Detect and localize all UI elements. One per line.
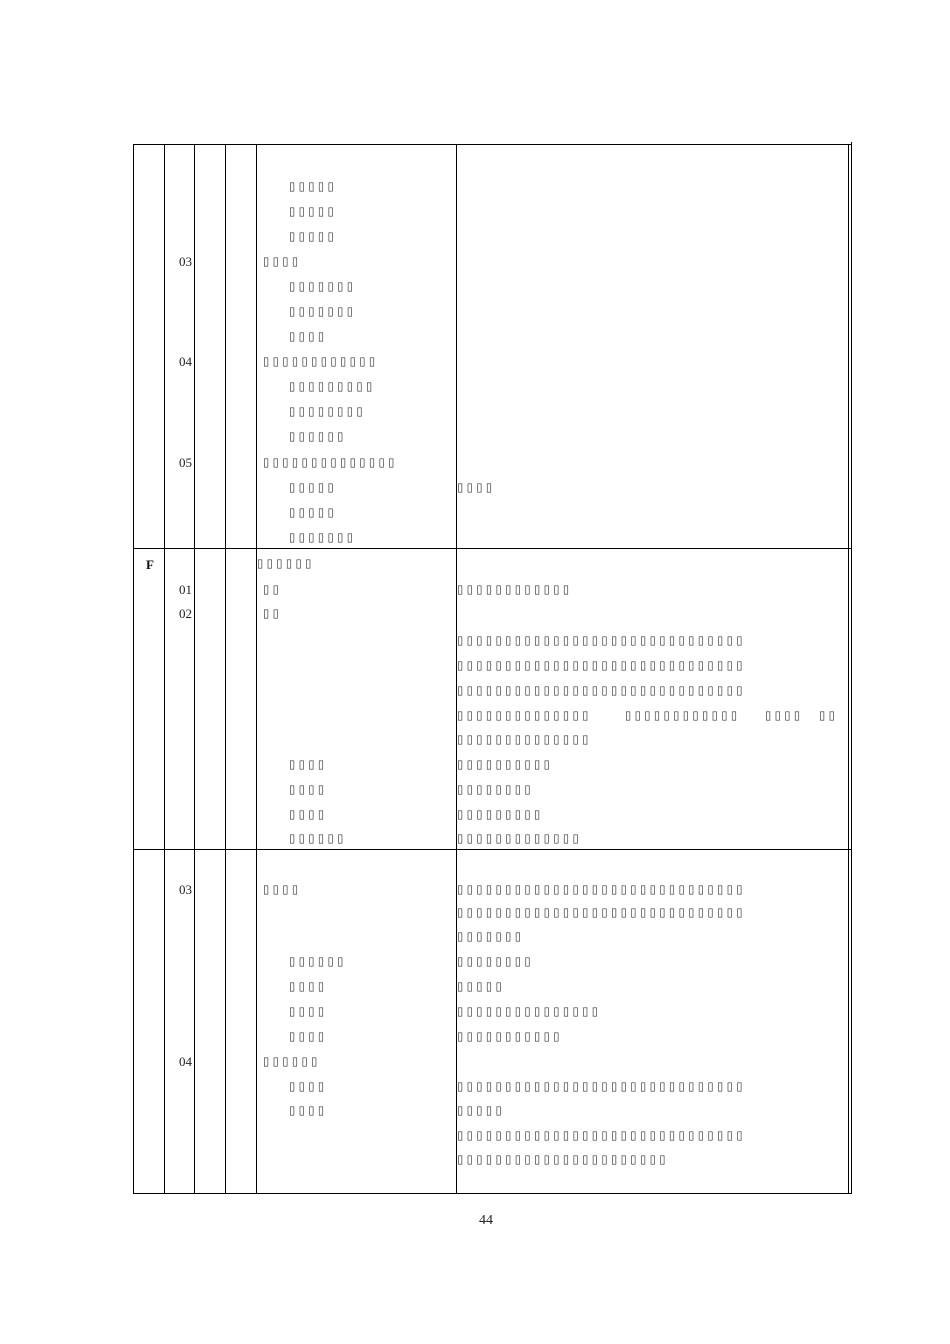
item-text: ▯▯	[263, 608, 283, 620]
description-text: ▯▯▯▯▯▯▯▯	[457, 956, 535, 968]
item-text: ▯▯▯▯	[289, 1006, 328, 1018]
item-text: ▯▯▯▯▯	[289, 482, 338, 494]
description-text: ▯▯▯▯▯▯▯▯▯▯▯▯	[457, 584, 573, 596]
item-text: ▯▯▯▯	[289, 981, 328, 993]
description-text: ▯▯▯▯▯▯▯▯▯▯▯▯▯▯▯▯▯▯▯▯▯▯▯▯▯▯▯▯▯▯	[457, 884, 746, 896]
item-code: 03	[179, 882, 192, 897]
description-text: ▯▯▯▯▯▯▯▯▯▯▯▯▯▯▯▯▯▯▯▯▯▯▯▯▯▯▯▯▯▯	[457, 1130, 746, 1142]
item-text: ▯▯▯▯▯▯▯	[289, 532, 357, 544]
item-text: ▯▯▯▯	[263, 256, 302, 268]
item-text: ▯▯▯▯▯▯	[289, 431, 347, 443]
item-code: 02	[179, 606, 192, 621]
item-text: ▯▯▯▯	[289, 784, 328, 796]
description-text: ▯▯▯▯▯▯▯▯▯▯▯▯▯▯▯▯▯▯▯▯▯▯▯▯▯▯▯▯▯▯	[457, 907, 746, 919]
description-text: ▯▯▯▯▯▯▯▯▯	[457, 809, 544, 821]
item-code: 04	[179, 354, 192, 369]
item-text: ▯▯▯▯	[289, 759, 328, 771]
page-number: 44	[479, 1213, 493, 1228]
item-text: ▯▯▯▯	[289, 809, 328, 821]
item-text: ▯▯▯▯	[289, 1105, 328, 1117]
item-text: ▯▯▯▯▯▯▯	[289, 306, 357, 318]
description-text: ▯▯▯▯▯▯▯▯▯▯▯▯▯▯▯▯▯▯▯▯▯▯	[457, 1154, 669, 1166]
table-top-border	[133, 144, 851, 145]
description-text: ▯▯▯▯▯▯▯▯▯▯▯▯▯▯▯▯▯▯▯▯▯▯▯▯▯▯▯▯▯▯	[457, 635, 746, 647]
item-text: ▯▯▯▯▯▯▯	[289, 281, 357, 293]
table-bottom-border	[133, 1193, 851, 1194]
description-text: ▯▯▯▯▯▯▯▯	[457, 784, 535, 796]
description-text: ▯▯▯▯▯▯▯▯▯▯▯▯▯	[457, 833, 583, 845]
description-text: ▯▯▯▯▯▯▯	[457, 931, 525, 943]
description-text: ▯▯▯▯▯	[457, 981, 506, 993]
column-divider	[194, 144, 195, 1194]
description-text: ▯▯▯▯▯▯▯▯▯▯▯▯	[625, 710, 741, 722]
description-text: ▯▯▯▯▯▯▯▯▯▯▯▯▯▯	[457, 710, 592, 722]
item-text: ▯▯▯▯	[289, 1031, 328, 1043]
item-text: ▯▯▯▯▯	[289, 181, 338, 193]
item-text: ▯▯▯▯▯	[289, 507, 338, 519]
item-text: ▯▯▯▯	[289, 1081, 328, 1093]
description-text: ▯▯▯▯▯▯▯▯▯▯▯▯▯▯▯	[457, 1006, 602, 1018]
description-text: ▯▯▯▯▯▯▯▯▯▯	[457, 759, 554, 771]
item-text: ▯▯▯▯▯▯▯▯▯▯▯▯	[263, 356, 379, 368]
description-text: ▯▯▯▯▯▯▯▯▯▯▯	[457, 1031, 563, 1043]
description-text: ▯▯▯▯	[457, 482, 496, 494]
item-text: ▯▯▯▯▯▯▯▯▯▯▯▯▯▯	[263, 457, 398, 469]
item-text: ▯▯▯▯	[289, 331, 328, 343]
item-text: ▯▯▯▯▯▯	[289, 956, 347, 968]
item-text: ▯▯▯▯▯▯	[289, 833, 347, 845]
table-left-border	[133, 144, 134, 1194]
item-text: ▯▯	[263, 584, 283, 596]
item-code: 04	[179, 1054, 192, 1069]
item-text: ▯▯▯▯▯▯▯▯▯	[289, 381, 376, 393]
column-divider	[225, 144, 226, 1194]
section-letter: F	[146, 557, 154, 572]
row-divider	[133, 548, 851, 549]
description-text: ▯▯▯▯▯▯▯▯▯▯▯▯▯▯▯▯▯▯▯▯▯▯▯▯▯▯▯▯▯▯	[457, 685, 746, 697]
description-text: ▯▯▯▯▯	[457, 1105, 506, 1117]
item-text: ▯▯▯▯▯	[289, 231, 338, 243]
section-heading: ▯▯▯▯▯▯	[257, 558, 315, 570]
item-text: ▯▯▯▯	[263, 884, 302, 896]
description-text: ▯▯▯▯▯▯▯▯▯▯▯▯▯▯	[457, 734, 592, 746]
item-code: 05	[179, 455, 192, 470]
item-code: 03	[179, 254, 192, 269]
row-divider	[133, 849, 851, 850]
description-text: ▯▯▯▯▯▯▯▯▯▯▯▯▯▯▯▯▯▯▯▯▯▯▯▯▯▯▯▯▯▯	[457, 1081, 746, 1093]
description-text: ▯▯▯▯▯▯▯▯▯▯▯▯▯▯▯▯▯▯▯▯▯▯▯▯▯▯▯▯▯▯	[457, 660, 746, 672]
description-text: ▯▯▯▯	[765, 710, 804, 722]
item-code: 01	[179, 582, 192, 597]
column-divider	[164, 144, 165, 1194]
item-text: ▯▯▯▯▯▯	[263, 1056, 321, 1068]
description-text: ▯▯	[819, 710, 839, 722]
table-right-border-outer	[851, 142, 852, 1194]
column-divider	[256, 144, 257, 1194]
table-right-border	[848, 144, 849, 1194]
item-text: ▯▯▯▯▯	[289, 206, 338, 218]
item-text: ▯▯▯▯▯▯▯▯	[289, 406, 367, 418]
